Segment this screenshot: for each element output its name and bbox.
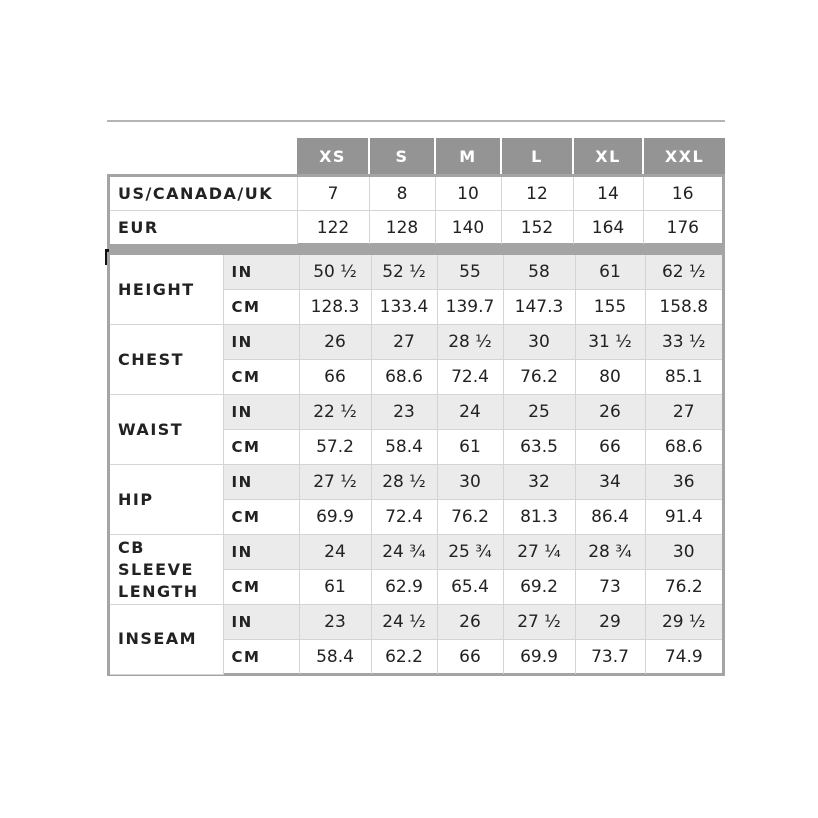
size-value: 10	[435, 177, 501, 211]
measurement-value: 25 ¾	[437, 535, 503, 570]
measurement-label: HEIGHT	[110, 255, 223, 325]
size-value: 140	[435, 211, 501, 245]
measurement-value: 62.9	[371, 570, 437, 605]
measurement-value: 73.7	[575, 640, 645, 675]
unit-label: CM	[223, 500, 299, 535]
measurement-label: CB SLEEVE LENGTH	[110, 535, 223, 605]
unit-label: CM	[223, 360, 299, 395]
measurement-value: 73	[575, 570, 645, 605]
measurement-value: 24	[299, 535, 371, 570]
measurement-value: 69.9	[299, 500, 371, 535]
measurement-value: 66	[437, 640, 503, 675]
measurement-value: 76.2	[437, 500, 503, 535]
measurement-value: 28 ½	[437, 325, 503, 360]
measurement-value: 128.3	[299, 290, 371, 325]
measurement-value: 65.4	[437, 570, 503, 605]
measurement-value: 27	[371, 325, 437, 360]
measurement-value: 27 ½	[503, 605, 575, 640]
measurement-value: 72.4	[437, 360, 503, 395]
measurement-value: 58.4	[299, 640, 371, 675]
size-value: 16	[643, 177, 722, 211]
unit-label: CM	[223, 430, 299, 465]
size-value: 7	[297, 177, 369, 211]
measurement-value: 68.6	[645, 430, 722, 465]
measurement-value: 158.8	[645, 290, 722, 325]
size-value: 176	[643, 211, 722, 245]
measurement-value: 52 ½	[371, 255, 437, 290]
measurement-value: 24 ½	[371, 605, 437, 640]
measurement-value: 22 ½	[299, 395, 371, 430]
measurement-value: 58.4	[371, 430, 437, 465]
measurement-value: 62 ½	[645, 255, 722, 290]
size-header-cell: L	[502, 138, 572, 174]
measurement-value: 33 ½	[645, 325, 722, 360]
measurement-value: 29	[575, 605, 645, 640]
unit-label: IN	[223, 535, 299, 570]
measurement-value: 72.4	[371, 500, 437, 535]
unit-label: IN	[223, 465, 299, 500]
measurement-value: 28 ½	[371, 465, 437, 500]
measurement-row-in	[110, 395, 722, 430]
unit-label: IN	[223, 605, 299, 640]
size-header-cell: XL	[574, 138, 642, 174]
measurement-value: 69.9	[503, 640, 575, 675]
measurement-value: 155	[575, 290, 645, 325]
size-header-cell: S	[370, 138, 434, 174]
top-divider	[107, 120, 725, 122]
measurement-value: 26	[575, 395, 645, 430]
measurement-row-in	[110, 605, 722, 640]
unit-label: IN	[223, 255, 299, 290]
size-value: 8	[369, 177, 435, 211]
measurement-value: 24 ¾	[371, 535, 437, 570]
measurement-value: 66	[299, 360, 371, 395]
measurement-value: 55	[437, 255, 503, 290]
measurement-row-in	[110, 325, 722, 360]
measurement-value: 27	[645, 395, 722, 430]
region-label: EUR	[110, 211, 297, 245]
measurement-value: 23	[371, 395, 437, 430]
measurement-value: 30	[645, 535, 722, 570]
measurement-value: 30	[437, 465, 503, 500]
unit-label: CM	[223, 290, 299, 325]
measurement-row-in	[110, 465, 722, 500]
measurement-value: 26	[437, 605, 503, 640]
measurement-value: 80	[575, 360, 645, 395]
measurement-value: 76.2	[503, 360, 575, 395]
size-value: 128	[369, 211, 435, 245]
measurement-row-in	[110, 255, 722, 290]
measurement-label: CHEST	[110, 325, 223, 395]
size-header-cell: XS	[297, 138, 368, 174]
measurement-value: 66	[575, 430, 645, 465]
region-size-table	[107, 174, 725, 246]
measurement-value: 36	[645, 465, 722, 500]
measurement-value: 85.1	[645, 360, 722, 395]
unit-label: IN	[223, 395, 299, 430]
measurement-table	[107, 252, 725, 676]
measurement-value: 29 ½	[645, 605, 722, 640]
measurement-value: 28 ¾	[575, 535, 645, 570]
measurement-value: 32	[503, 465, 575, 500]
size-value: 152	[501, 211, 573, 245]
measurement-value: 91.4	[645, 500, 722, 535]
measurement-value: 34	[575, 465, 645, 500]
measurement-value: 24	[437, 395, 503, 430]
measurement-value: 27 ¼	[503, 535, 575, 570]
measurement-value: 25	[503, 395, 575, 430]
measurement-value: 81.3	[503, 500, 575, 535]
measurement-value: 26	[299, 325, 371, 360]
measurement-value: 57.2	[299, 430, 371, 465]
measurement-value: 68.6	[371, 360, 437, 395]
measurement-value: 147.3	[503, 290, 575, 325]
region-row	[110, 177, 722, 211]
measurement-value: 69.2	[503, 570, 575, 605]
measurement-row-in	[110, 535, 722, 570]
measurement-value: 27 ½	[299, 465, 371, 500]
measurement-value: 30	[503, 325, 575, 360]
size-header-cell: M	[436, 138, 500, 174]
measurement-value: 31 ½	[575, 325, 645, 360]
size-value: 12	[501, 177, 573, 211]
measurement-value: 50 ½	[299, 255, 371, 290]
size-value: 14	[573, 177, 643, 211]
unit-label: CM	[223, 570, 299, 605]
measurement-value: 61	[575, 255, 645, 290]
measurement-value: 23	[299, 605, 371, 640]
measurement-value: 76.2	[645, 570, 722, 605]
measurement-label: INSEAM	[110, 605, 223, 675]
region-row	[110, 211, 722, 245]
measurement-value: 86.4	[575, 500, 645, 535]
measurement-label: WAIST	[110, 395, 223, 465]
size-value: 122	[297, 211, 369, 245]
measurement-value: 139.7	[437, 290, 503, 325]
measurement-value: 133.4	[371, 290, 437, 325]
measurement-value: 61	[437, 430, 503, 465]
measurement-value: 62.2	[371, 640, 437, 675]
unit-label: CM	[223, 640, 299, 675]
size-header-cell: XXL	[644, 138, 725, 174]
measurement-value: 61	[299, 570, 371, 605]
measurement-value: 58	[503, 255, 575, 290]
size-header-row	[297, 138, 725, 174]
measurement-value: 63.5	[503, 430, 575, 465]
region-label: US/CANADA/UK	[110, 177, 297, 211]
measurement-value: 74.9	[645, 640, 722, 675]
measurement-label: HIP	[110, 465, 223, 535]
unit-label: IN	[223, 325, 299, 360]
size-value: 164	[573, 211, 643, 245]
